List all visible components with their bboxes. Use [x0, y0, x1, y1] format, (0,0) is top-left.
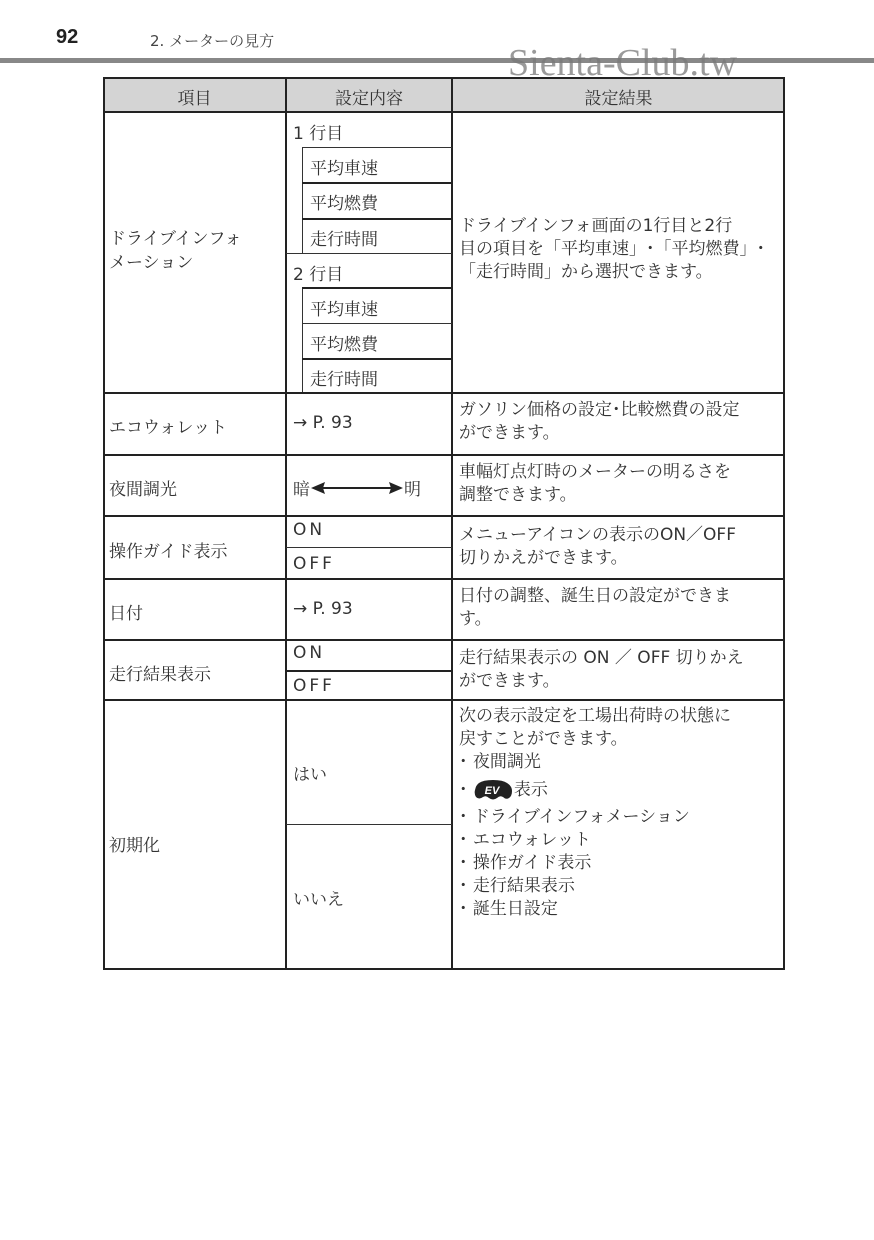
- drive-info-row2-option[interactable]: 平均車速: [310, 300, 378, 320]
- operation-guide-option-off[interactable]: OFF: [293, 554, 335, 574]
- watermark: Sienta-Club.tw: [508, 42, 738, 84]
- item-operation-guide: 操作ガイド表示: [109, 542, 228, 562]
- operation-guide-option-on[interactable]: ON: [293, 520, 326, 540]
- reset-bullet: ･ 走行結果表示: [459, 876, 575, 896]
- reset-bullet: ･ 操作ガイド表示: [459, 853, 592, 873]
- reset-bullet: ･ エコウォレット: [459, 830, 592, 850]
- svg-text:EV: EV: [484, 785, 500, 797]
- drive-info-row2-option[interactable]: 平均燃費: [310, 335, 378, 355]
- item-night-dimming: 夜間調光: [109, 480, 177, 500]
- header-result: 設定結果: [584, 89, 653, 109]
- drive-info-row1-option[interactable]: 走行時間: [310, 230, 378, 250]
- dim-label-dark: 暗: [293, 480, 310, 500]
- drive-info-row1-option[interactable]: 平均燃費: [310, 194, 378, 214]
- ev-mode-icon: [473, 779, 513, 801]
- dimming-slider[interactable]: [293, 475, 421, 500]
- drive-info-row1-option[interactable]: 平均車速: [310, 159, 378, 179]
- drive-info-row2-option[interactable]: 走行時間: [310, 370, 378, 390]
- dim-label-bright: 明: [404, 480, 421, 500]
- reset-bullet: ･ EV 表示: [459, 780, 548, 800]
- reset-bullet: ･ 誕生日設定: [459, 899, 558, 919]
- reset-option-yes[interactable]: はい: [293, 765, 327, 785]
- reset-bullet: ･ 夜間調光: [459, 752, 541, 772]
- result-date: 日付の調整、誕生日の設定ができま す。: [459, 586, 731, 629]
- drive-info-row2-label: 2 行目: [293, 265, 344, 285]
- date-page-link[interactable]: → P. 93: [293, 599, 353, 619]
- drive-info-row1-label: 1 行目: [293, 124, 344, 144]
- item-drive-info: ドライブインフォ メーション: [109, 229, 242, 273]
- item-date: 日付: [109, 604, 143, 624]
- double-arrow-icon: [311, 481, 403, 495]
- item-trip-result: 走行結果表示: [109, 665, 211, 685]
- result-eco-wallet: ガソリン価格の設定･比較燃費の設定 ができます。: [459, 400, 740, 443]
- eco-wallet-page-link[interactable]: → P. 93: [293, 413, 353, 433]
- result-operation-guide: メニューアイコンの表示のON／OFF 切りかえができます。: [459, 525, 736, 568]
- header-item: 項目: [177, 89, 212, 109]
- result-reset: 次の表示設定を工場出荷時の状態に 戻すことができます。 ･ 夜間調光 ･ EV 表示 ･ ドライブインフォメーション ･ エコウォレット ･ 操作ガイド表示 ･ 走行結果表示 ･ 誕生日設定: [459, 705, 783, 921]
- section-title: 2. メーターの見方: [150, 32, 275, 50]
- item-reset: 初期化: [109, 836, 160, 856]
- header-setting: 設定内容: [335, 89, 403, 109]
- result-drive-info: ドライブインフォ画面の1行目と2行 目の項目を「平均車速」･「平均燃費」･ 「走行時間」から選択できます。: [459, 216, 765, 282]
- reset-option-no[interactable]: いいえ: [293, 890, 344, 910]
- page-number: 92: [56, 26, 79, 48]
- reset-bullet: ･ ドライブインフォメーション: [459, 807, 690, 827]
- header-rule: [0, 58, 874, 63]
- item-eco-wallet: エコウォレット: [109, 418, 228, 438]
- result-night-dimming: 車幅灯点灯時のメーターの明るさを 調整できます。: [459, 462, 731, 505]
- trip-result-option-off[interactable]: OFF: [293, 676, 335, 696]
- result-trip-result: 走行結果表示の ON ／ OFF 切りかえ ができます。: [459, 648, 744, 691]
- trip-result-option-on[interactable]: ON: [293, 643, 326, 663]
